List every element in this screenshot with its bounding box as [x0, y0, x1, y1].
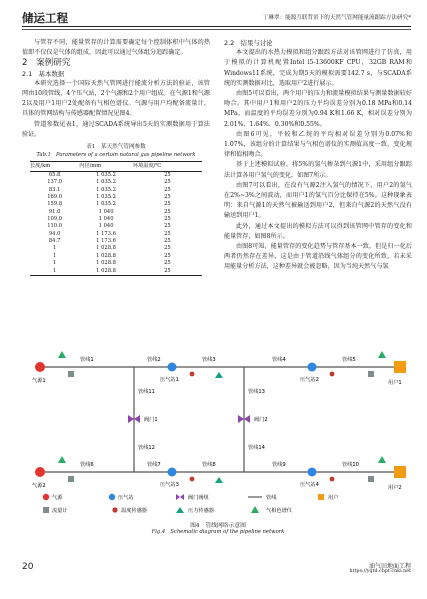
column-header: 内径/mm — [79, 162, 133, 172]
section-heading-case-study: 2 案例研究 — [22, 58, 71, 69]
source-icon — [35, 362, 45, 372]
column-header: 长度/km — [30, 162, 79, 172]
pipe-label: 管线2 — [147, 357, 161, 363]
table-cell: 25 — [164, 230, 171, 237]
pipe-label: 管线14 — [248, 445, 265, 451]
table-cell: 25 — [133, 268, 202, 276]
table-cell: 91.0 — [48, 208, 61, 215]
temperature-sensor-icon — [190, 372, 195, 377]
source2-label: 气源2 — [32, 483, 46, 489]
table-cell: 84.7 — [48, 238, 61, 245]
legend-label: 温度传感器 — [121, 508, 147, 514]
body-paragraph: 基于上述模拟试验，将5%的氢气掺杂到气源1中，采用组分跟踪法计算各用户氢气的变化，如图7所示。 — [224, 161, 412, 179]
table-cell: 25 — [164, 186, 171, 193]
temperature-sensor-icon — [330, 477, 335, 482]
intro-paragraph: 与管存不同，能量管存的计算需要确定每个控制体积中气体的热值即不仅仅是气体的组成，因此可以通过气体组分追踪确定。 — [22, 39, 210, 57]
legend-label: 气相色谱仪 — [266, 508, 292, 514]
table-cell: 25 — [164, 238, 171, 245]
table-cell: 159.8 — [47, 201, 63, 208]
table-body — [30, 172, 202, 276]
flowmeter-icon — [68, 476, 74, 482]
user-icon — [318, 494, 324, 500]
flowmeter-icon — [68, 371, 74, 377]
legend-label: 气源 — [52, 495, 63, 501]
table-cell: 25 — [164, 194, 171, 201]
table-cell: 25 — [164, 245, 171, 252]
body-paragraph: 本研究选择一个国际天然气管网进行能流分析方法的验证，该管网由10段管线，4个压气站，2个气源和2个用户组成。在气源1和气源2以及用户1用户2处配备有气相色谱仪。气源与用户均配备流量计，具体的管网结构与传感器配置情况见图4。 — [22, 79, 210, 118]
table-cell: 169.0 — [47, 194, 63, 201]
table-cell: 1 035.2 — [96, 186, 116, 193]
table-row — [30, 223, 202, 230]
flowmeter-icon — [368, 476, 374, 482]
table-row — [30, 209, 202, 216]
user-icon — [394, 361, 406, 373]
table-row — [30, 201, 202, 208]
table-cell: 1 035.2 — [96, 201, 116, 208]
footer-url: https://yqtd.cbpt.cnki.net — [349, 569, 411, 574]
figure-caption-english: Fig.4 Schematic diagram of the pipeline network — [151, 529, 285, 535]
table-cell: 1 040 — [98, 223, 114, 230]
table-cell: 25 — [164, 223, 171, 230]
page-footer — [22, 560, 411, 584]
table-cell: 1 035.2 — [96, 179, 116, 186]
column-header: 环境温度/℃ — [133, 162, 202, 172]
table-caption-english: Tab.1 Parameters of a certain natural gas pipeline network — [36, 152, 196, 159]
pipe-label: 管线8 — [202, 462, 216, 468]
legend-label: 流量计 — [52, 508, 68, 514]
temperature-sensor-icon — [330, 372, 335, 377]
table-cell: 110.0 — [47, 223, 63, 230]
table-cell: 1 035.2 — [96, 194, 116, 201]
legend-label: 压力传感器 — [188, 508, 214, 514]
table-cell: 65.8 — [48, 172, 61, 179]
left-column — [22, 38, 210, 276]
table-row — [30, 187, 202, 194]
table-cell: 1 — [52, 260, 57, 267]
parameters-table-block — [22, 143, 210, 276]
user1-label: 用户1 — [388, 380, 402, 386]
table-cell: 1 028.8 — [79, 268, 133, 276]
gc-sensor-icon — [58, 456, 66, 463]
body-paragraph: 由图8可知，能量管存的变化趋势与管存基本一致，但是归一化后两者仍然存在差异，这是由于管道沿线气体组分的变化所致，若未采用能量分析方法，这种差异就会被忽略，因为当纯天然气与氢 — [224, 243, 412, 271]
table-header-row — [30, 162, 202, 172]
pipe-label: 管线11 — [138, 389, 155, 395]
table-cell: 25 — [164, 216, 171, 223]
pipe-label: 管线1 — [80, 357, 94, 363]
table-row — [30, 260, 202, 267]
parameters-table — [30, 161, 202, 276]
pipe-label: 管线10 — [342, 462, 359, 468]
compressor-icon — [308, 468, 317, 477]
table-cell: 1 — [52, 252, 57, 259]
footer-journal-name: 油气田地面工程 — [368, 563, 411, 570]
compressor-icon — [109, 494, 115, 500]
valve2-label: 阀门2 — [254, 417, 268, 423]
body-paragraph: 由图5可以看出，两个用户的压力和流量模拟结果与测量数据较好吻合。其中用户1和用户2的压力平均误差分别为0.18 MPa和0.14 MPa，而温度的平均误差分别为0.94 K和1.66 K，相对误差分别为2.01%、1.64%、0.30%和0.55%。 — [224, 90, 412, 128]
running-title: 丁琳翠：能源互联背景下的天然气管网能量流跟踪方法研究* — [262, 15, 411, 21]
header-rule — [22, 26, 411, 27]
pressure-sensor-icon — [176, 507, 184, 513]
pipeline-network-diagram — [22, 327, 414, 517]
page-header — [22, 8, 411, 28]
flowmeter-icon — [368, 371, 374, 377]
body-paragraph: 管道参数见表1，通过SCADA系统导出5天的实测数据用于算法验证。 — [22, 120, 210, 138]
valve1-label: 阀门1 — [144, 417, 158, 423]
table-cell: 25 — [164, 208, 171, 215]
temperature-sensor-icon — [190, 477, 195, 482]
table-row — [30, 194, 202, 201]
flowmeter-icon — [43, 507, 49, 513]
temperature-sensor-icon — [112, 507, 117, 512]
pipe-label: 管线4 — [272, 357, 286, 363]
table-cell: 1 173.6 — [96, 238, 116, 245]
pipe-label: 管线7 — [147, 462, 161, 468]
table-cell: 25 — [164, 201, 171, 208]
table-cell: 1 — [52, 245, 57, 252]
compressor4-label: 压气站4 — [300, 482, 319, 488]
table-row — [30, 268, 202, 276]
source1-label: 气源1 — [32, 378, 46, 384]
subsection-heading-results: 2.2 结果与讨论 — [224, 39, 273, 47]
table-row — [30, 216, 202, 223]
page-number: 20 — [22, 562, 34, 572]
legend-label: 阀门阀组 — [188, 495, 209, 501]
table-row — [30, 238, 202, 245]
pipe-label: 管线6 — [80, 462, 94, 468]
table-cell: 1 028.8 — [96, 245, 116, 252]
gc-sensor-icon — [251, 506, 259, 513]
figure-legend — [43, 493, 339, 514]
table-cell: 1 040 — [98, 216, 114, 223]
table-cell: 1 028.8 — [96, 260, 116, 267]
subsection-heading-basic-data: 2.1 基本数据 — [22, 69, 65, 78]
journal-section-title: 储运工程 — [22, 11, 68, 25]
table-cell: 25 — [164, 260, 171, 267]
table-cell: 94.0 — [48, 230, 61, 237]
compressor2-label: 压气站2 — [300, 377, 319, 383]
body-paragraph: 由图6可见，平较和乙烷的平均相对误差分别为0.07%和1.07%，该组分的计算结果与气相色谱仪的实测值高度一致，变化规律和值相吻合。 — [224, 130, 412, 159]
body-paragraph: 由图7可以看出，在没有气源2注入氢气的情况下，用户2的氢气在2%~3%之间波动，而用户1的氢气百分比保持在5%。这种现象表明：来自气源1的天然气被输送到用户2，但来自气源2的天然气没有输送到用户1。 — [224, 181, 412, 220]
table-cell: 109.0 — [47, 216, 63, 223]
compressor3-label: 压气站3 — [160, 482, 179, 488]
table-cell: 1 028.8 — [96, 252, 116, 259]
table-row — [30, 179, 202, 186]
legend-label: 管线 — [266, 495, 277, 501]
pressure-sensor-icon — [215, 372, 223, 378]
table-cell: 1 040 — [98, 208, 114, 215]
pipe-label: 管线13 — [248, 389, 265, 395]
source-icon — [35, 467, 45, 477]
table-cell: 25 — [164, 252, 171, 259]
compressor1-label: 压气站1 — [160, 377, 179, 383]
table-cell: 1 173.6 — [96, 230, 116, 237]
valve-icon — [176, 494, 184, 500]
source-icon — [43, 494, 49, 500]
legend-label: 用户 — [328, 495, 339, 501]
pipeline-network-figure — [22, 327, 414, 537]
table-row — [30, 172, 202, 180]
table-row — [30, 253, 202, 260]
header-rule-thin — [22, 29, 411, 30]
pressure-sensor-icon — [215, 477, 223, 483]
pipe-label: 管线5 — [342, 357, 356, 363]
compressor-icon — [168, 468, 177, 477]
user2-label: 用户2 — [388, 485, 402, 491]
gc-sensor-icon — [378, 351, 386, 358]
table-cell: 137.0 — [47, 179, 63, 186]
table-cell: 1 — [30, 268, 79, 276]
legend-label: 压气站 — [118, 495, 134, 501]
pipe-label: 管线12 — [138, 445, 155, 451]
user-icon — [394, 466, 406, 478]
table-row — [30, 231, 202, 238]
compressor-icon — [308, 363, 317, 372]
pipe-label: 管线3 — [202, 357, 216, 363]
table-cell: 1 035.2 — [96, 172, 116, 179]
compressor-icon — [168, 363, 177, 372]
table-cell: 25 — [164, 179, 171, 186]
gc-sensor-icon — [378, 456, 386, 463]
table-cell: 25 — [164, 172, 171, 179]
table-cell: 83.1 — [48, 186, 61, 193]
body-paragraph: 此外，通过本文提出的模拟方法可以得到该管网中管存的变化和能量管存，如图8所示。 — [224, 222, 412, 240]
right-column — [224, 38, 412, 273]
gc-sensor-icon — [58, 351, 66, 358]
figure-caption: 图4 管线网络示意图 — [190, 523, 246, 529]
pipe-label: 管线9 — [272, 462, 286, 468]
table-caption: 表1 某天然气管网参数 — [86, 144, 146, 151]
table-row — [30, 245, 202, 252]
body-paragraph: 本文提出的水热力模拟和组分跟踪方法对该管网进行了仿真，用于模拟的计算机配置Intel i5-13600KF CPU，32GB RAM和Windows11系统，完成为期5天的模拟需要142.7 s，与SCADA系统的实测数据对比，选取用户2进行展示。 — [224, 49, 412, 87]
